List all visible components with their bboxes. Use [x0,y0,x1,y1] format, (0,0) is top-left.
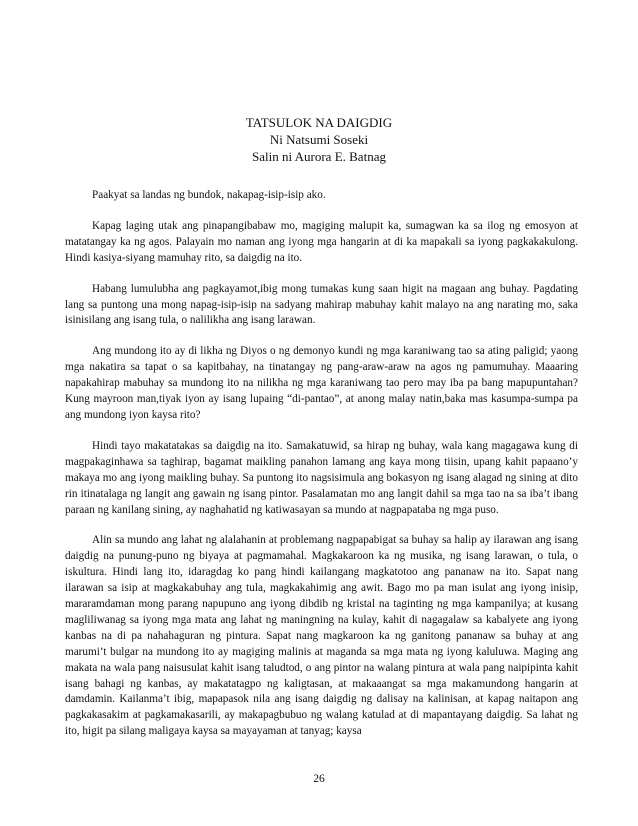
paragraph-4: Ang mundong ito ay di likha ng Diyos o ng demonyo kundi ng mga karaniwang tao sa ating paligid; yaong mga nakatira sa tapat o sa kapitbahay, na tinatangay ng pang-araw-araw na agos ng pamumuhay. Maaaring napakahirap mabuhay sa mundong ito na nilikha ng mga karaniwang tao pero may iba pa bang mapupuntahan? Kung mayroon man,tiyak iyon ay isang lupaing “di-pantao”, at anong malay natin,baka mas kasumpa-sumpa pa ang mundong iyon kaysa rito? [65,345,578,421]
paragraph-6: Alin sa mundo ang lahat ng alalahanin at problemang nagpapabigat sa buhay sa halip ay ilarawan ang isang daigdig na punung-puno ng biyaya at pagmamahal. Magkakaroon ka ng musika, ng isang larawan, o tula, o iskultura. Hindi lang ito, idaragdag ko pang hindi kailangang magkatotoo ang pananaw na ito. Sapat nang ilarawan sa isip at magkakabuhay ang tula, magkakahimig ang awit. Bago mo pa man isulat ang iyong inisip, mararamdaman mong parang napupuno ang iyong dibdib ng kristal na taginting ng mga kampanilya; at kusang magliliwanag sa iyong mga mata ang lahat ng maningning na kulay, kahit di nagagalaw sa kabalyete ang iyong kanbas na di pa nahahaguran ng pintura. Sapat nang magkaroon ka ng ganitong pananaw sa buhay at ang marumi’t bulgar na mundong ito ay magiging malinis at maganda sa mga mata ng iyong kaluluwa. Maging ang makata na wala pang naisusulat kahit isang taludtod, o ang pintor na walang pintura at wala pang naipipinta kahit isang bahagi ng kanbas, ay makatatagpo ng kaligtasan, at makaaangat sa mga makamundong hangarin at damdamin. Kailanma’t ibig, mapapasok nila ang isang daigdig ng dalisay na kalinisan, at kapag naitapon ang pagkakasakim at pagkamakasarili, ay makapagbubuo ng walang katulad at di mapantayang daigdig. Sa lahat ng ito, higit pa silang maligaya kaysa sa mayayaman at tanyag; kaysa [65,534,578,738]
document-body [65,188,578,755]
paragraph-5: Hindi tayo makatatakas sa daigdig na ito. Samakatuwid, sa hirap ng buhay, wala kang magagawa kung di magpakaginhawa sa taghirap, bagamat maikling panahon lamang ang kaya mong tiisin, upang kahit papaano’y makaya mo ang iyong maikling buhay. Sa puntong ito nagsisimula ang bokasyon ng isang alagad ng sining at dito rin itinatalaga ng langit ang gawain ng isang pintor. Pasalamatan mo ang langit dahil sa mga tao na sa iba’t ibang paraan ng kanilang sining, ay naghahatid ng katiwasayan sa mundo at nagpapataba ng mga puso. [65,439,578,516]
translator-line: Salin ni Aurora E. Batnag [252,149,386,164]
paragraph-3: Habang lumulubha ang pagkayamot,ibig mong tumakas kung saan higit na magaan ang buhay. Pagdating lang sa puntong una mong napag-isip-isip na sadyang mahirap mabuhay kahit malayo na ang narating mo, saka isinisilang ang isang tula, o nalilikha ang isang larawan. [65,282,578,327]
page-number: 26 [313,773,325,785]
document-title: TATSULOK NA DAIGDIG [245,115,393,130]
paragraph-2: Kapag laging utak ang pinapangibabaw mo, magiging malupit ka, sumagwan ka sa ilog ng emosyon at matatangay ka ng agos. Palayain mo naman ang iyong mga hangarin at di ka mapakali sa iyong pagkakakulong. Hindi kasiya-siyang mamuhay rito, sa daigdig na ito. [65,219,578,264]
paragraph-1: Paakyat sa landas ng bundok, nakapag-isip-isip ako. [92,189,326,201]
document-heading [0,114,638,165]
author-line: Ni Natsumi Soseki [269,132,369,147]
